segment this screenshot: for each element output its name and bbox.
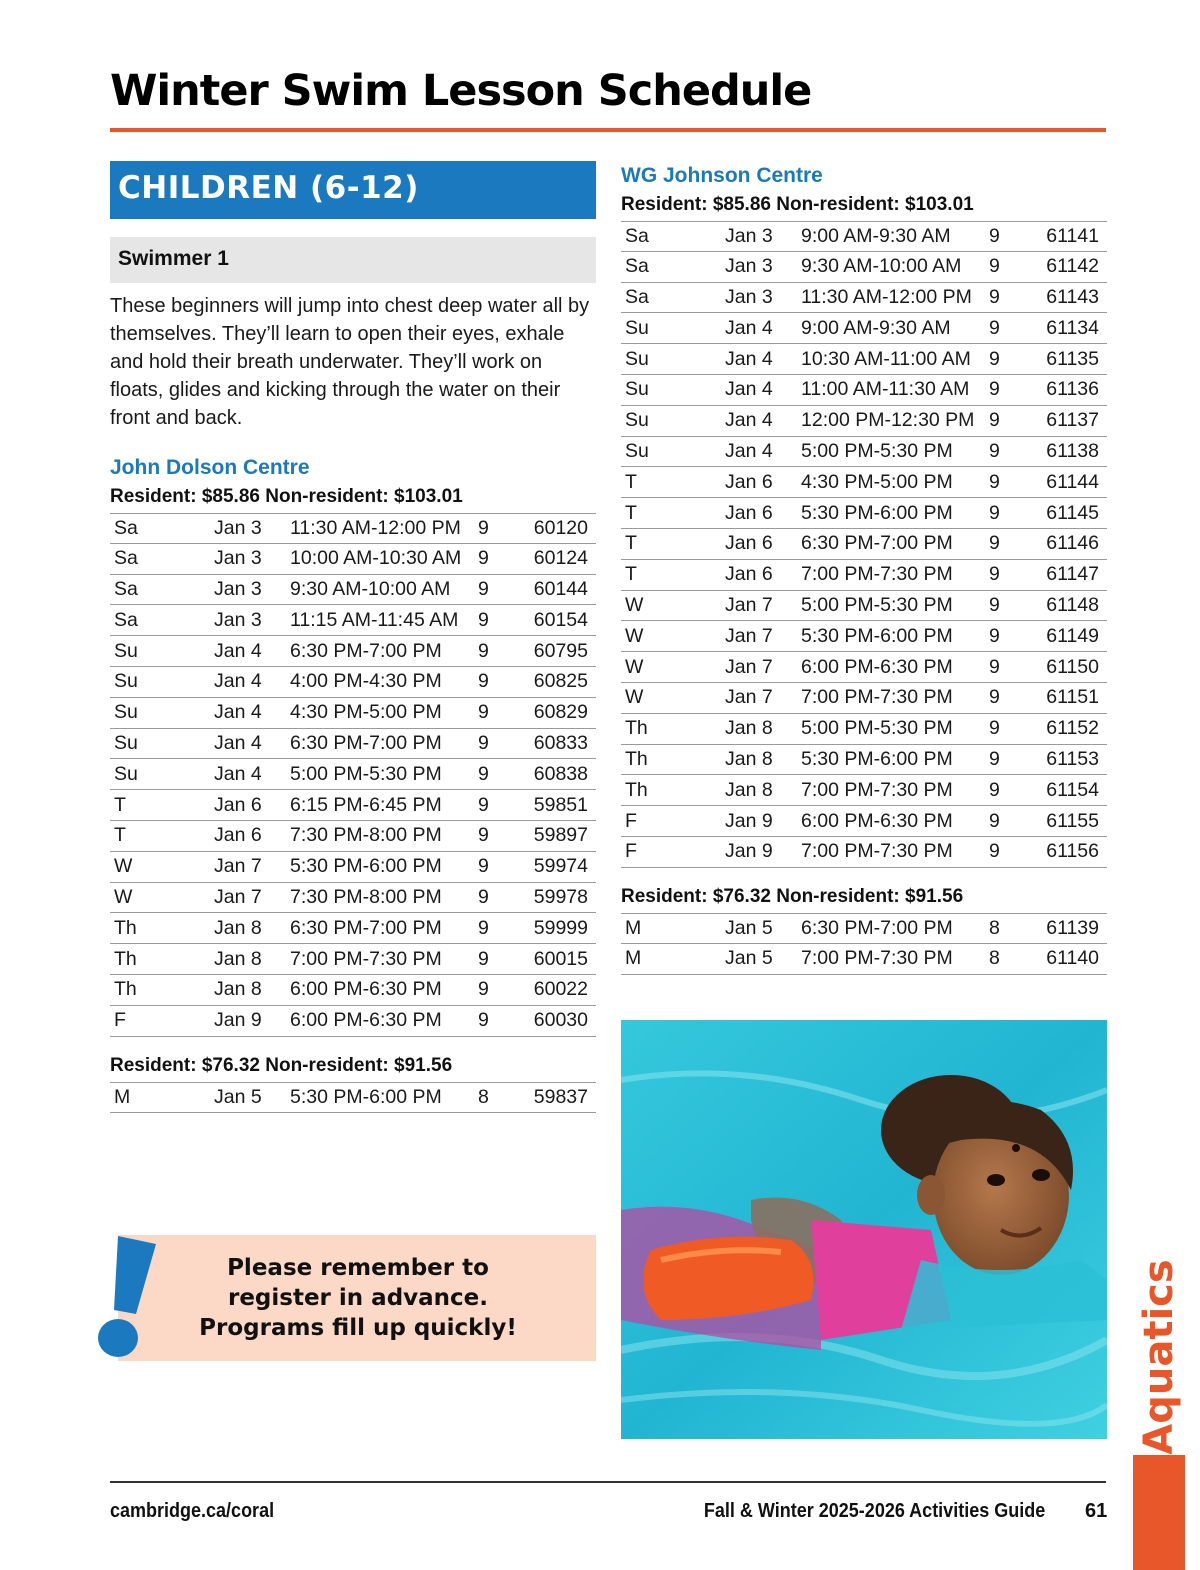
sessions-cell: 9 — [989, 747, 1000, 770]
time-cell: 7:30 PM-8:00 PM — [290, 885, 442, 908]
sessions-cell: 9 — [478, 639, 489, 662]
table-row — [110, 883, 596, 914]
date-cell: Jan 5 — [725, 947, 773, 970]
time-cell: 4:30 PM-5:00 PM — [801, 470, 953, 493]
course-code-cell: 61137 — [1046, 409, 1099, 432]
sessions-cell: 9 — [989, 593, 1000, 616]
sessions-cell: 9 — [989, 347, 1000, 370]
course-code-cell: 61155 — [1046, 809, 1099, 832]
table-row — [621, 913, 1107, 944]
table-row — [621, 344, 1107, 375]
sessions-cell: 9 — [989, 316, 1000, 339]
time-cell: 7:00 PM-7:30 PM — [801, 778, 953, 801]
footer-url: cambridge.ca/coral — [110, 1500, 275, 1522]
date-cell: Jan 3 — [214, 516, 262, 539]
sessions-cell: 9 — [989, 285, 1000, 308]
table-row — [621, 437, 1107, 468]
course-code-cell: 59978 — [533, 885, 588, 908]
table-row — [621, 714, 1107, 745]
course-code-cell: 60825 — [533, 670, 588, 693]
table-row — [621, 745, 1107, 776]
course-code-cell: 60829 — [533, 701, 588, 724]
course-code-cell: 61141 — [1046, 224, 1099, 247]
course-code-cell: 61150 — [1046, 655, 1099, 678]
date-cell: Jan 7 — [214, 855, 262, 878]
day-cell: Th — [625, 717, 648, 740]
date-cell: Jan 8 — [214, 978, 262, 1001]
time-cell: 6:00 PM-6:30 PM — [290, 1009, 442, 1032]
course-code-cell: 59851 — [533, 793, 588, 816]
schedule-table-jd-b — [110, 1082, 596, 1113]
course-code-cell: 61143 — [1046, 285, 1099, 308]
table-row — [110, 544, 596, 575]
sessions-cell: 9 — [989, 840, 1000, 863]
sessions-cell: 9 — [989, 409, 1000, 432]
day-cell: W — [625, 655, 644, 678]
sessions-cell: 9 — [989, 686, 1000, 709]
time-cell: 11:30 AM-12:00 PM — [290, 516, 461, 539]
day-cell: F — [625, 840, 637, 863]
date-cell: Jan 7 — [725, 624, 773, 647]
day-cell: Th — [625, 747, 648, 770]
schedule-table-wg-b — [621, 913, 1107, 975]
level-description: These beginners will jump into chest deep water all by themselves. They’ll learn to open their eyes, exhale and hold their breath underwater. They’ll work on floats, glides and kicking through the water on their front and back. — [110, 295, 590, 429]
time-cell: 11:30 AM-12:00 PM — [801, 285, 972, 308]
day-cell: Su — [114, 701, 138, 724]
time-cell: 5:00 PM-5:30 PM — [801, 593, 953, 616]
time-cell: 10:30 AM-11:00 AM — [801, 347, 971, 370]
title-rule — [110, 128, 1106, 132]
table-row — [110, 790, 596, 821]
schedule-table-jd-a — [110, 513, 596, 1037]
course-code-cell: 61144 — [1046, 470, 1099, 493]
course-code-cell: 61145 — [1046, 501, 1099, 524]
time-cell: 7:00 PM-7:30 PM — [801, 563, 953, 586]
time-cell: 7:00 PM-7:30 PM — [290, 947, 442, 970]
date-cell: Jan 4 — [725, 409, 773, 432]
sessions-cell: 9 — [478, 1009, 489, 1032]
table-row — [621, 252, 1107, 283]
date-cell: Jan 8 — [725, 747, 773, 770]
price-line-wg-a: Resident: $85.86 Non-resident: $103.01 — [621, 194, 974, 215]
sessions-cell: 9 — [989, 501, 1000, 524]
date-cell: Jan 7 — [725, 686, 773, 709]
date-cell: Jan 3 — [214, 608, 262, 631]
time-cell: 5:00 PM-5:30 PM — [290, 762, 442, 785]
section-tab-label: Aquatics — [1136, 1259, 1182, 1455]
sessions-cell: 9 — [478, 947, 489, 970]
time-cell: 6:30 PM-7:00 PM — [801, 916, 953, 939]
sessions-cell: 9 — [478, 855, 489, 878]
date-cell: Jan 4 — [725, 378, 773, 401]
course-code-cell: 59974 — [533, 855, 588, 878]
sessions-cell: 9 — [478, 701, 489, 724]
day-cell: Th — [114, 947, 137, 970]
time-cell: 5:30 PM-6:00 PM — [801, 624, 953, 647]
sessions-cell: 9 — [989, 532, 1000, 555]
sessions-cell: 9 — [478, 577, 489, 600]
sessions-cell: 9 — [478, 670, 489, 693]
day-cell: Th — [114, 916, 137, 939]
day-cell: Sa — [114, 608, 138, 631]
centre-name-wg-johnson: WG Johnson Centre — [621, 164, 823, 187]
table-row — [621, 406, 1107, 437]
date-cell: Jan 4 — [214, 762, 262, 785]
time-cell: 7:00 PM-7:30 PM — [801, 947, 953, 970]
sessions-cell: 9 — [478, 885, 489, 908]
time-cell: 6:00 PM-6:30 PM — [801, 655, 953, 678]
course-code-cell: 61153 — [1046, 747, 1099, 770]
course-code-cell: 60124 — [533, 547, 588, 570]
course-code-cell: 60022 — [533, 978, 588, 1001]
sessions-cell: 9 — [989, 717, 1000, 740]
sessions-cell: 8 — [989, 947, 1000, 970]
day-cell: Sa — [114, 577, 138, 600]
day-cell: T — [625, 563, 637, 586]
course-code-cell: 59897 — [533, 824, 588, 847]
reminder-line: Programs fill up quickly! — [199, 1315, 517, 1341]
time-cell: 5:30 PM-6:00 PM — [801, 501, 953, 524]
section-tab-marker — [1133, 1455, 1185, 1570]
table-row — [621, 652, 1107, 683]
course-code-cell: 61147 — [1046, 563, 1099, 586]
date-cell: Jan 8 — [214, 947, 262, 970]
day-cell: M — [114, 1085, 131, 1108]
sessions-cell: 9 — [989, 224, 1000, 247]
sessions-cell: 9 — [478, 608, 489, 631]
course-code-cell: 60120 — [533, 516, 588, 539]
time-cell: 5:30 PM-6:00 PM — [290, 855, 442, 878]
course-code-cell: 61139 — [1046, 916, 1099, 939]
time-cell: 6:15 PM-6:45 PM — [290, 793, 442, 816]
table-row — [621, 837, 1107, 868]
date-cell: Jan 8 — [214, 916, 262, 939]
date-cell: Jan 5 — [725, 916, 773, 939]
page-title: Winter Swim Lesson Schedule — [110, 66, 812, 116]
date-cell: Jan 3 — [725, 224, 773, 247]
course-code-cell: 61149 — [1046, 624, 1099, 647]
table-row — [110, 852, 596, 883]
price-line-wg-b: Resident: $76.32 Non-resident: $91.56 — [621, 886, 964, 907]
table-row — [621, 283, 1107, 314]
sessions-cell: 9 — [478, 916, 489, 939]
date-cell: Jan 7 — [725, 593, 773, 616]
day-cell: Th — [625, 778, 648, 801]
course-code-cell: 60795 — [533, 639, 588, 662]
centre-name-john-dolson: John Dolson Centre — [110, 456, 310, 479]
time-cell: 7:00 PM-7:30 PM — [801, 686, 953, 709]
time-cell: 6:30 PM-7:00 PM — [290, 731, 442, 754]
table-row — [110, 605, 596, 636]
sessions-cell: 8 — [989, 916, 1000, 939]
date-cell: Jan 6 — [725, 470, 773, 493]
reminder-box — [118, 1235, 596, 1361]
sessions-cell: 9 — [989, 378, 1000, 401]
date-cell: Jan 3 — [725, 285, 773, 308]
day-cell: Su — [114, 731, 138, 754]
date-cell: Jan 6 — [214, 793, 262, 816]
date-cell: Jan 4 — [214, 670, 262, 693]
sessions-cell: 9 — [478, 731, 489, 754]
sessions-cell: 9 — [478, 793, 489, 816]
date-cell: Jan 4 — [214, 701, 262, 724]
date-cell: Jan 5 — [214, 1085, 262, 1108]
date-cell: Jan 4 — [725, 347, 773, 370]
table-row — [621, 775, 1107, 806]
time-cell: 11:15 AM-11:45 AM — [290, 608, 459, 631]
time-cell: 6:30 PM-7:00 PM — [290, 639, 442, 662]
time-cell: 6:00 PM-6:30 PM — [290, 978, 442, 1001]
time-cell: 9:30 AM-10:00 AM — [290, 577, 451, 600]
time-cell: 9:30 AM-10:00 AM — [801, 255, 962, 278]
course-code-cell: 60154 — [533, 608, 588, 631]
course-code-cell: 59837 — [533, 1085, 588, 1108]
time-cell: 5:30 PM-6:00 PM — [290, 1085, 442, 1108]
sessions-cell: 8 — [478, 1085, 489, 1108]
day-cell: Su — [625, 347, 649, 370]
course-code-cell: 61136 — [1046, 378, 1099, 401]
time-cell: 7:00 PM-7:30 PM — [801, 840, 953, 863]
date-cell: Jan 7 — [725, 655, 773, 678]
day-cell: W — [625, 593, 644, 616]
day-cell: Su — [625, 316, 649, 339]
date-cell: Jan 8 — [725, 778, 773, 801]
course-code-cell: 61152 — [1046, 717, 1099, 740]
course-code-cell: 61151 — [1046, 686, 1099, 709]
sessions-cell: 9 — [478, 762, 489, 785]
table-row — [621, 683, 1107, 714]
table-row — [110, 698, 596, 729]
date-cell: Jan 6 — [214, 824, 262, 847]
course-code-cell: 61156 — [1046, 840, 1099, 863]
exclamation-icon — [96, 1232, 166, 1362]
time-cell: 5:00 PM-5:30 PM — [801, 439, 953, 462]
swimming-child-photo — [621, 1020, 1107, 1439]
course-code-cell: 61148 — [1046, 593, 1099, 616]
day-cell: W — [625, 624, 644, 647]
table-row — [621, 498, 1107, 529]
day-cell: M — [625, 916, 642, 939]
table-row — [621, 221, 1107, 252]
day-cell: T — [114, 824, 126, 847]
time-cell: 11:00 AM-11:30 AM — [801, 378, 970, 401]
level-banner: Swimmer 1 — [110, 237, 596, 283]
date-cell: Jan 3 — [214, 547, 262, 570]
day-cell: M — [625, 947, 642, 970]
day-cell: Sa — [625, 224, 649, 247]
table-row — [621, 806, 1107, 837]
date-cell: Jan 9 — [725, 840, 773, 863]
day-cell: Su — [114, 639, 138, 662]
day-cell: T — [114, 793, 126, 816]
date-cell: Jan 6 — [725, 532, 773, 555]
day-cell: T — [625, 470, 637, 493]
section-banner: CHILDREN (6-12) — [110, 161, 596, 219]
sessions-cell: 9 — [478, 978, 489, 1001]
price-line-jd-b: Resident: $76.32 Non-resident: $91.56 — [110, 1055, 453, 1076]
day-cell: Sa — [114, 547, 138, 570]
sessions-cell: 9 — [478, 516, 489, 539]
date-cell: Jan 7 — [214, 885, 262, 908]
course-code-cell: 60833 — [533, 731, 588, 754]
day-cell: F — [625, 809, 637, 832]
time-cell: 6:30 PM-7:00 PM — [290, 916, 442, 939]
day-cell: Su — [625, 439, 649, 462]
course-code-cell: 60144 — [533, 577, 588, 600]
table-row — [621, 467, 1107, 498]
sessions-cell: 9 — [478, 824, 489, 847]
table-row — [110, 513, 596, 544]
day-cell: Su — [114, 670, 138, 693]
time-cell: 6:00 PM-6:30 PM — [801, 809, 953, 832]
table-row — [110, 975, 596, 1006]
time-cell: 5:00 PM-5:30 PM — [801, 717, 953, 740]
day-cell: Sa — [114, 516, 138, 539]
time-cell: 9:00 AM-9:30 AM — [801, 316, 951, 339]
course-code-cell: 61140 — [1046, 947, 1099, 970]
footer-guide-title: Fall & Winter 2025-2026 Activities Guide — [703, 1500, 1045, 1522]
table-row — [110, 944, 596, 975]
date-cell: Jan 8 — [725, 717, 773, 740]
sessions-cell: 9 — [989, 778, 1000, 801]
date-cell: Jan 3 — [214, 577, 262, 600]
time-cell: 5:30 PM-6:00 PM — [801, 747, 953, 770]
date-cell: Jan 4 — [214, 731, 262, 754]
day-cell: W — [625, 686, 644, 709]
date-cell: Jan 6 — [725, 501, 773, 524]
day-cell: Sa — [625, 285, 649, 308]
day-cell: W — [114, 855, 133, 878]
table-row — [110, 913, 596, 944]
reminder-text — [158, 1253, 558, 1343]
sessions-cell: 9 — [989, 439, 1000, 462]
time-cell: 4:00 PM-4:30 PM — [290, 670, 442, 693]
sessions-cell: 9 — [989, 655, 1000, 678]
course-code-cell: 60030 — [533, 1009, 588, 1032]
time-cell: 7:30 PM-8:00 PM — [290, 824, 442, 847]
date-cell: Jan 9 — [725, 809, 773, 832]
date-cell: Jan 9 — [214, 1009, 262, 1032]
table-row — [621, 591, 1107, 622]
course-code-cell: 61135 — [1046, 347, 1099, 370]
page-number: 61 — [1085, 1500, 1108, 1522]
table-row — [110, 729, 596, 760]
price-line-jd-a: Resident: $85.86 Non-resident: $103.01 — [110, 486, 463, 507]
course-code-cell: 61154 — [1046, 778, 1099, 801]
table-row — [621, 560, 1107, 591]
table-row — [621, 375, 1107, 406]
course-code-cell: 61138 — [1046, 439, 1099, 462]
reminder-line: register in advance. — [227, 1285, 489, 1311]
reminder-line: Please remember to — [227, 1255, 489, 1281]
table-row — [110, 667, 596, 698]
sessions-cell: 9 — [989, 470, 1000, 493]
footer-rule — [110, 1481, 1106, 1483]
time-cell: 9:00 AM-9:30 AM — [801, 224, 951, 247]
table-row — [621, 621, 1107, 652]
table-row — [110, 636, 596, 667]
day-cell: Su — [114, 762, 138, 785]
table-row — [621, 529, 1107, 560]
table-row — [110, 1006, 596, 1037]
day-cell: Su — [625, 409, 649, 432]
course-code-cell: 61142 — [1046, 255, 1099, 278]
date-cell: Jan 3 — [725, 255, 773, 278]
date-cell: Jan 4 — [214, 639, 262, 662]
day-cell: F — [114, 1009, 126, 1032]
day-cell: Th — [114, 978, 137, 1001]
sessions-cell: 9 — [989, 255, 1000, 278]
time-cell: 12:00 PM-12:30 PM — [801, 409, 975, 432]
schedule-table-wg-a — [621, 221, 1107, 868]
time-cell: 6:30 PM-7:00 PM — [801, 532, 953, 555]
table-row — [110, 575, 596, 606]
time-cell: 4:30 PM-5:00 PM — [290, 701, 442, 724]
table-row — [110, 759, 596, 790]
date-cell: Jan 4 — [725, 316, 773, 339]
course-code-cell: 59999 — [533, 916, 588, 939]
table-row — [110, 1082, 596, 1113]
table-row — [621, 944, 1107, 975]
sessions-cell: 9 — [989, 809, 1000, 832]
table-row — [621, 313, 1107, 344]
day-cell: W — [114, 885, 133, 908]
day-cell: Sa — [625, 255, 649, 278]
sessions-cell: 9 — [478, 547, 489, 570]
sessions-cell: 9 — [989, 563, 1000, 586]
day-cell: Su — [625, 378, 649, 401]
table-row — [110, 821, 596, 852]
course-code-cell: 60838 — [533, 762, 588, 785]
date-cell: Jan 4 — [725, 439, 773, 462]
course-code-cell: 61146 — [1046, 532, 1099, 555]
date-cell: Jan 6 — [725, 563, 773, 586]
day-cell: T — [625, 501, 637, 524]
course-code-cell: 61134 — [1046, 316, 1099, 339]
day-cell: T — [625, 532, 637, 555]
sessions-cell: 9 — [989, 624, 1000, 647]
course-code-cell: 60015 — [533, 947, 588, 970]
time-cell: 10:00 AM-10:30 AM — [290, 547, 462, 570]
